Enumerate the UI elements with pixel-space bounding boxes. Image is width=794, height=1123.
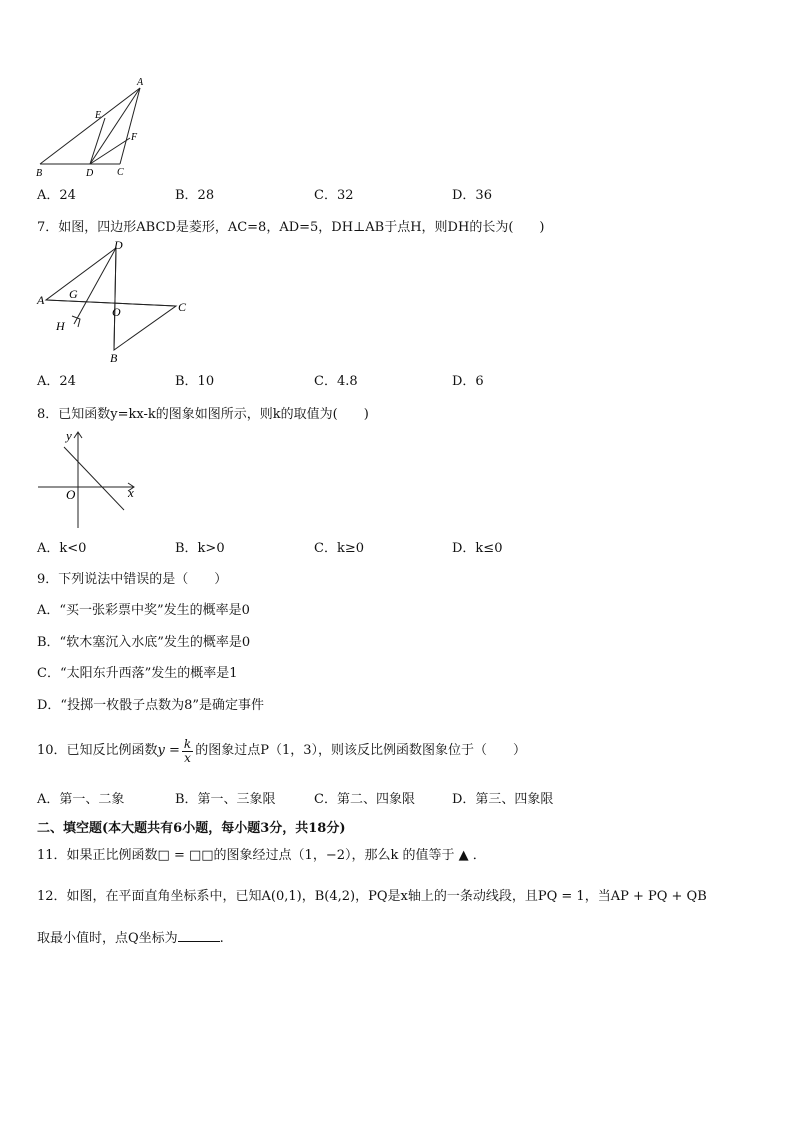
answer-blank bbox=[178, 929, 220, 942]
option-c: C．“太阳东升西落”发生的概率是1 bbox=[37, 666, 238, 681]
fig7-label: H bbox=[56, 319, 65, 333]
fig8-label: y bbox=[66, 428, 72, 443]
option-a: A．24 bbox=[37, 188, 76, 203]
fig6-label: A bbox=[137, 77, 144, 88]
section-title: 二、填空题(本大题共有6小题，每小题3分，共18分) bbox=[37, 821, 346, 836]
question-7-text: 7．如图，四边形ABCD是菱形，AC=8，AD=5，DH⊥AB于点H，则DH的长为( ) bbox=[37, 220, 545, 235]
question-12-line2 bbox=[37, 929, 224, 947]
option-a: A．第一、二象 bbox=[37, 792, 125, 807]
option-d: D．6 bbox=[452, 374, 484, 389]
fraction bbox=[182, 738, 193, 765]
question-10-prefix: 10．已知反比例函数 bbox=[37, 743, 158, 758]
figure-q8 bbox=[34, 424, 144, 532]
fig6-label: D bbox=[86, 168, 94, 179]
option-a: A．k<0 bbox=[37, 541, 87, 556]
question-9-text: 9．下列说法中错误的是（ ） bbox=[37, 572, 228, 587]
option-d: D．36 bbox=[452, 188, 492, 203]
fig8-label: O bbox=[66, 487, 76, 502]
figure-q7 bbox=[34, 238, 194, 366]
option-a: A．“买一张彩票中奖”发生的概率是0 bbox=[37, 603, 250, 618]
option-d: D．第三、四象限 bbox=[452, 792, 554, 807]
question-12-line1: 12．如图，在平面直角坐标系中，已知A(0,1)，B(4,2)，PQ是x轴上的一条动线段，且PQ = 1，当AP + PQ + QB bbox=[37, 889, 707, 904]
option-b: B．28 bbox=[175, 188, 215, 203]
option-c: C．32 bbox=[314, 188, 354, 203]
question-10-text bbox=[37, 736, 526, 766]
formula-lhs: y = bbox=[157, 743, 180, 758]
fig6-label: B bbox=[36, 168, 43, 179]
fraction-denominator: x bbox=[184, 750, 191, 765]
option-b: B．“软木塞沉入水底”发生的概率是0 bbox=[37, 635, 251, 650]
fig6-label: C bbox=[117, 167, 124, 178]
option-b: B．10 bbox=[175, 374, 215, 389]
option-d: D．“投掷一枚骰子点数为8”是确定事件 bbox=[37, 698, 264, 713]
question-12-line2-suffix: . bbox=[219, 931, 224, 946]
fig6-label: F bbox=[131, 132, 138, 143]
option-b: B．第一、三象限 bbox=[175, 792, 276, 807]
option-b: B．k>0 bbox=[175, 541, 225, 556]
fraction-numerator: k bbox=[183, 736, 192, 751]
fig6-label: E bbox=[95, 110, 102, 121]
fig7-label: G bbox=[69, 287, 78, 301]
question-10-suffix: 的图象过点P（1，3），则该反比例函数图象位于（ ） bbox=[195, 743, 526, 758]
fig7-label: D bbox=[114, 238, 123, 252]
option-a: A．24 bbox=[37, 374, 76, 389]
option-c: C．4.8 bbox=[314, 374, 358, 389]
fig7-label: O bbox=[112, 305, 121, 319]
option-c: C．k≥0 bbox=[314, 541, 364, 556]
fig7-label: C bbox=[178, 300, 187, 314]
question-8-text: 8．已知函数y=kx-k的图象如图所示，则k的取值为( ) bbox=[37, 407, 369, 422]
fig7-label: A bbox=[37, 293, 45, 307]
figure-q6 bbox=[30, 74, 160, 180]
fig8-label: x bbox=[128, 485, 134, 500]
question-12-line2-prefix: 取最小值时，点Q坐标为 bbox=[37, 931, 178, 946]
question-11-text: 11．如果正比例函数□ = □□的图象经过点（1，−2），那么k 的值等于 ▲ ． bbox=[37, 848, 486, 863]
fig7-label: B bbox=[110, 351, 118, 365]
option-c: C．第二、四象限 bbox=[314, 792, 415, 807]
option-d: D．k≤0 bbox=[452, 541, 503, 556]
